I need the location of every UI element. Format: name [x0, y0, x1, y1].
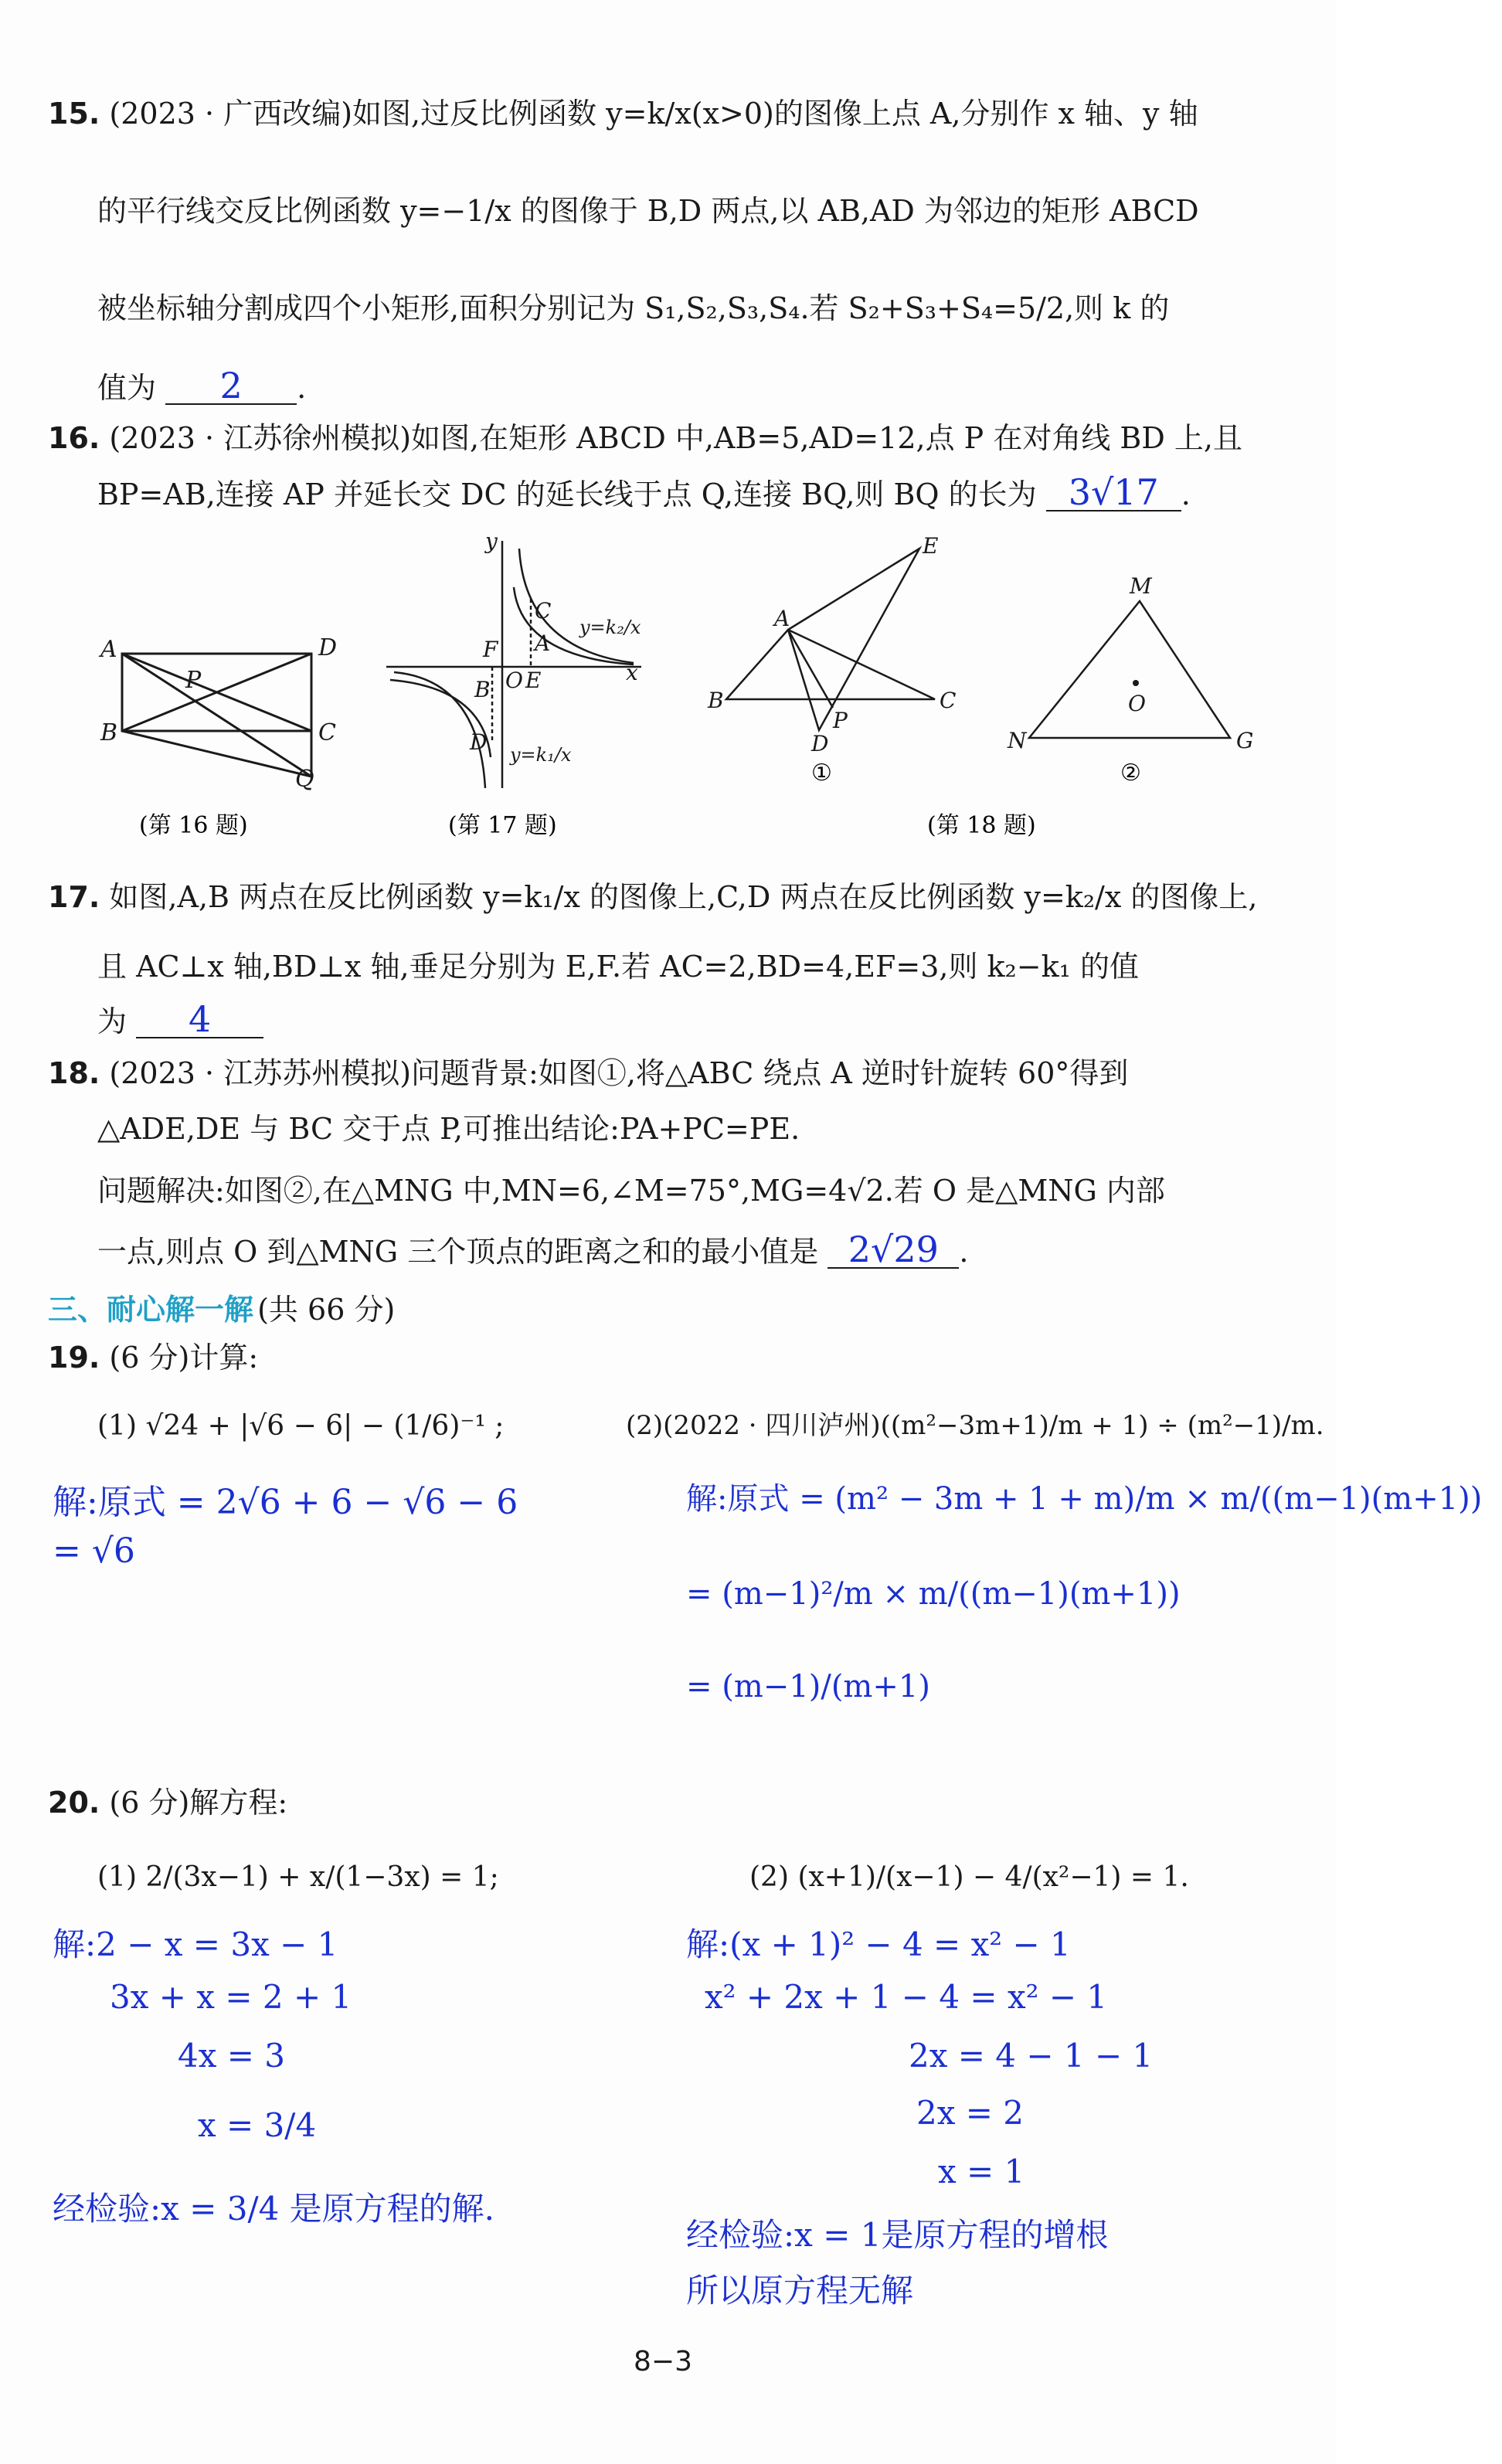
q17-text-1: 如图,A,B 两点在反比例函数 y=k₁/x 的图像上,C,D 两点在反比例函数 y=k₂/x 的图像上, — [109, 880, 1258, 914]
q18-line4 — [97, 1229, 969, 1270]
fig17-label-E: E — [525, 668, 542, 693]
question-number: 19. — [48, 1341, 100, 1375]
q20-solution1-step3: 4x = 3 — [178, 2037, 286, 2075]
q19-part2: (2)(2022 · 四川泸州)((m²−3m+1)/m + 1) ÷ (m²−1)/m. — [626, 1410, 1324, 1441]
q19-head-text: (6 分)计算: — [109, 1341, 259, 1375]
q16-line2 — [97, 471, 1191, 513]
fig18a-label-A: A — [774, 606, 790, 631]
fig16-label-A: A — [100, 636, 117, 663]
fig18-caption: (第 18 题) — [927, 812, 1036, 839]
page-number: 8−3 — [634, 2346, 692, 2377]
q19-solution1-line2: = √6 — [53, 1531, 135, 1571]
q20-solution2-conclusion: 所以原方程无解 — [686, 2272, 914, 2309]
section-title: 三、耐心解一解 — [48, 1293, 254, 1327]
fig18-sub1: ① — [811, 760, 832, 787]
q15-line2: 的平行线交反比例函数 y=−1/x 的图像于 B,D 两点,以 AB,AD 为邻边的矩形 ABCD — [97, 194, 1199, 228]
fig16-label-B: B — [100, 719, 118, 746]
fig18b-label-O: O — [1128, 691, 1146, 716]
fig18-sub2: ② — [1120, 760, 1141, 787]
q18-suffix: . — [959, 1235, 969, 1269]
fig17-label-x: x — [626, 660, 638, 685]
answer-blank — [827, 1229, 959, 1270]
q17-prefix: 为 — [97, 1004, 127, 1038]
q20-solution2-step2: x² + 2x + 1 − 4 = x² − 1 — [705, 1978, 1108, 2016]
q20-solution2-step5: x = 1 — [938, 2153, 1025, 2190]
fig18b-label-G: G — [1236, 728, 1254, 753]
q20-solution2-step3: 2x = 4 − 1 − 1 — [909, 2037, 1154, 2075]
section-score: (共 66 分) — [257, 1293, 396, 1327]
q16-text-1: (2023 · 江苏徐州模拟)如图,在矩形 ABCD 中,AB=5,AD=12,点 P 在对角线 BD 上,且 — [109, 421, 1242, 455]
answer-blank — [1046, 471, 1181, 513]
figures-row — [93, 525, 1298, 850]
fig17-label-A: A — [535, 630, 551, 656]
fig18b-label-N: N — [1008, 728, 1027, 753]
q18-text-1: (2023 · 江苏苏州模拟)问题背景:如图①,将△ABC 绕点 A 逆时针旋转 60°得到 — [109, 1056, 1129, 1090]
q16-answer: 3√17 — [1068, 471, 1159, 513]
q18-answer: 2√29 — [848, 1229, 939, 1270]
q18-line2: △ADE,DE 与 BC 交于点 P,可推出结论:PA+PC=PE. — [97, 1112, 800, 1146]
q15-prefix: 值为 — [97, 371, 157, 405]
fig18a-label-P: P — [833, 708, 848, 733]
fig16-label-C: C — [318, 719, 336, 746]
q20-solution2-check: 经检验:x = 1是原方程的增根 — [686, 2216, 1109, 2254]
q20-head-text: (6 分)解方程: — [109, 1786, 288, 1820]
fig17-label-C: C — [535, 598, 552, 624]
q20-part1: (1) 2/(3x−1) + x/(1−3x) = 1; — [97, 1861, 499, 1893]
figure-18-2 — [1029, 601, 1230, 738]
q15-suffix: . — [297, 371, 307, 405]
q18-text-4: 一点,则点 O 到△MNG 三个顶点的距离之和的最小值是 — [97, 1235, 819, 1269]
q15-line3: 被坐标轴分割成四个小矩形,面积分别记为 S₁,S₂,S₃,S₄.若 S₂+S₃+S₄=5/2,则 k 的 — [97, 291, 1170, 325]
q17-answer: 4 — [188, 998, 212, 1040]
q16-line1 — [48, 423, 1242, 453]
fig18a-label-D: D — [811, 731, 829, 756]
fig18a-label-C: C — [940, 688, 957, 713]
figure-18-1 — [726, 549, 935, 730]
q20-part2: (2) (x+1)/(x−1) − 4/(x²−1) = 1. — [749, 1861, 1189, 1893]
q20-solution1-step1: 解:2 − x = 3x − 1 — [53, 1925, 338, 1963]
q15-answer: 2 — [219, 365, 243, 406]
q20-solution1-check: 经检验:x = 3/4 是原方程的解. — [53, 2190, 495, 2228]
fig17-label-k1: y=k₁/x — [510, 744, 572, 766]
q19-head — [48, 1341, 259, 1375]
q18-line1 — [48, 1056, 1129, 1090]
fig18a-label-E: E — [923, 533, 939, 559]
fig17-label-B: B — [474, 677, 491, 702]
q16-text-2: BP=AB,连接 AP 并延长交 DC 的延长线于点 Q,连接 BQ,则 BQ 的长为 — [97, 478, 1037, 511]
q19-solution2-line3: = (m−1)/(m+1) — [686, 1669, 930, 1704]
q18-line3: 问题解决:如图②,在△MNG 中,MN=6,∠M=75°,MG=4√2.若 O 是△MNG 内部 — [97, 1174, 1165, 1208]
q20-solution1-step4: x = 3/4 — [198, 2106, 317, 2144]
q19-part1: (1) √24 + |√6 − 6| − (1/6)⁻¹ ; — [97, 1410, 505, 1442]
fig17-label-y: y — [485, 528, 498, 554]
fig16-caption: (第 16 题) — [139, 812, 248, 839]
question-number: 16. — [48, 421, 100, 455]
q19-solution2-line1: 解:原式 = (m² − 3m + 1 + m)/m × m/((m−1)(m+1)) — [686, 1481, 1483, 1517]
q17-line2: 且 AC⊥x 轴,BD⊥x 轴,垂足分别为 E,F.若 AC=2,BD=4,EF=3,则 k₂−k₁ 的值 — [97, 950, 1139, 984]
question-number: 18. — [48, 1056, 100, 1090]
fig16-label-P: P — [185, 667, 202, 694]
q20-solution2-step4: 2x = 2 — [916, 2094, 1025, 2132]
fig17-label-F: F — [483, 637, 498, 662]
q20-solution1-step2: 3x + x = 2 + 1 — [110, 1978, 352, 2016]
fig18a-label-B: B — [708, 688, 724, 713]
fig17-label-O: O — [505, 668, 523, 693]
fig18b-label-M: M — [1130, 573, 1152, 599]
question-number: 17. — [48, 880, 100, 914]
q20-solution2-step1: 解:(x + 1)² − 4 = x² − 1 — [686, 1925, 1071, 1963]
point-o-dot — [1133, 680, 1139, 686]
q17-line3 — [97, 998, 263, 1040]
q16-suffix: . — [1181, 478, 1191, 511]
q15-line4 — [97, 365, 307, 406]
fig17-label-D: D — [470, 729, 488, 755]
answer-blank — [165, 365, 297, 406]
fig16-label-Q: Q — [295, 766, 314, 793]
q19-solution1-line1: 解:原式 = 2√6 + 6 − √6 − 6 — [53, 1483, 518, 1522]
q19-solution2-line2: = (m−1)²/m × m/((m−1)(m+1)) — [686, 1576, 1181, 1612]
q15-line1 — [48, 97, 1198, 131]
fig17-label-k2: y=k₂/x — [579, 617, 641, 638]
figure-16 — [122, 654, 311, 777]
answer-blank — [136, 998, 263, 1040]
fig16-label-D: D — [318, 634, 338, 661]
q20-head — [48, 1786, 288, 1820]
question-number: 20. — [48, 1786, 100, 1820]
fig17-caption: (第 17 题) — [448, 812, 557, 839]
question-number: 15. — [48, 97, 100, 131]
q15-text-1: (2023 · 广西改编)如图,过反比例函数 y=k/x(x>0)的图像上点 A,分别作 x 轴、y 轴 — [109, 97, 1198, 131]
section-heading — [48, 1286, 395, 1328]
q17-line1 — [48, 882, 1257, 912]
